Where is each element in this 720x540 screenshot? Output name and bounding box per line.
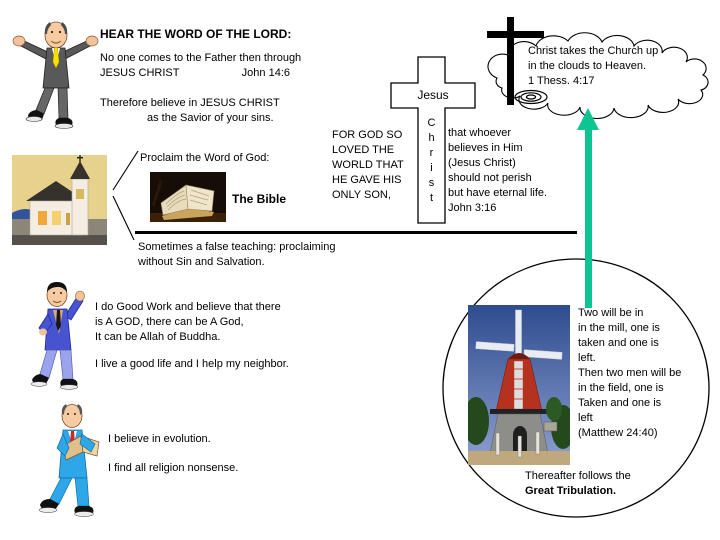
- blue-suit-man-clipart: [25, 400, 110, 525]
- tribulation-text-line2: Great Tribulation.: [525, 485, 617, 497]
- church-callout-lines: [113, 151, 138, 240]
- rapture-arrow-shaft: [585, 127, 592, 308]
- preacher-clipart: [8, 14, 103, 136]
- tribulation-text-line1: Thereafter follows the: [525, 470, 631, 482]
- john-3-16-right-text: that whoever believes in Him (Jesus Christ) should not perish but have eternal life. John 3:16: [448, 127, 548, 214]
- rapture-arrow: [577, 108, 599, 308]
- windmill-photo: [468, 305, 570, 465]
- jesus-label: Jesus: [417, 88, 449, 102]
- rapture-cloud-text: Christ takes the Church up in the clouds to Heaven. 1 Thess. 4:17: [528, 45, 659, 87]
- divider-line: [135, 231, 577, 234]
- nonsense-text: I find all religion nonsense.: [108, 462, 239, 474]
- proclaim-label: Proclaim the Word of God:: [140, 152, 270, 164]
- purple-suit-man-clipart: [15, 278, 97, 400]
- evolution-text: I believe in evolution.: [108, 433, 211, 445]
- good-life-text: I live a good life and I help my neighbor.: [95, 358, 289, 370]
- believe-line2: as the Savior of your sins.: [147, 112, 274, 124]
- bible-caption: The Bible: [232, 192, 287, 206]
- john-14-6-line2: [100, 66, 290, 81]
- christ-vertical-label: C h r i s t: [427, 117, 436, 204]
- heading-hear-the-word: HEAR THE WORD OF THE LORD:: [100, 27, 292, 41]
- john-14-6-reference: John 14:6: [241, 67, 290, 79]
- good-works-text: I do Good Work and believe that there is A GOD, there can be A God, It can be Allah of Buddha.: [95, 301, 281, 343]
- false-teaching-text: Sometimes a false teaching: proclaiming without Sin and Salvation.: [138, 241, 336, 268]
- john-3-16-left-text: FOR GOD SO LOVED THE WORLD THAT HE GAVE HIS ONLY SON,: [332, 129, 404, 201]
- bible-photo: [150, 172, 226, 222]
- church-photo: [12, 155, 107, 245]
- jesus-christ-text: JESUS CHRIST: [100, 67, 180, 79]
- believe-line1: Therefore believe in JESUS CHRIST: [100, 97, 280, 109]
- john-14-6-line1: No one comes to the Father then through: [100, 52, 302, 64]
- matthew-24-40-text: Two will be in in the mill, one is taken and one is left. Then two men will be in the field, one is Taken and one is left (Matthew 24:40): [578, 307, 682, 439]
